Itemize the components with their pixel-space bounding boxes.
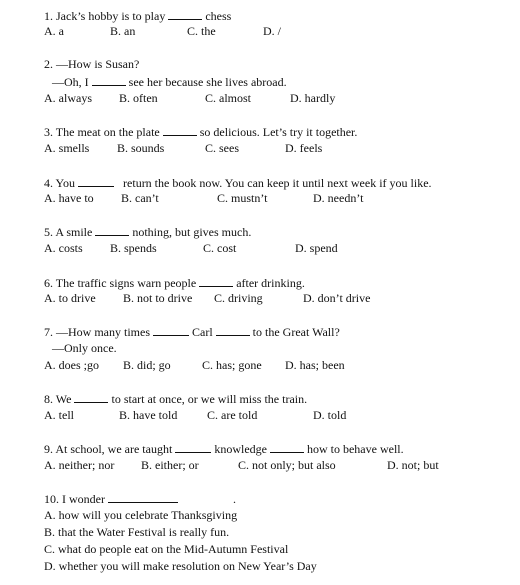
q1-option-c[interactable]: C. the — [187, 24, 216, 38]
answer-blank[interactable] — [108, 491, 178, 503]
answer-blank[interactable] — [78, 175, 114, 187]
q1-option-d[interactable]: D. / — [263, 24, 281, 38]
answer-blank[interactable] — [216, 324, 250, 336]
q3-option-c[interactable]: C. sees — [205, 141, 239, 155]
q6-option-c[interactable]: C. driving — [214, 291, 263, 305]
question-2-line2: —Oh, I see her because she lives abroad. — [52, 75, 287, 89]
q7-option-c[interactable]: C. has; gone — [202, 358, 262, 372]
q9-option-c[interactable]: C. not only; but also — [238, 458, 336, 472]
q2-option-d[interactable]: D. hardly — [290, 91, 336, 105]
question-10-stem: 10. I wonder . — [44, 492, 236, 506]
q10-option-b[interactable]: B. that the Water Festival is really fun. — [44, 525, 230, 539]
q2-option-c[interactable]: C. almost — [205, 91, 252, 105]
q4-option-d[interactable]: D. needn’t — [313, 191, 364, 205]
question-3-stem: 3. The meat on the plate so delicious. Let’s try it together. — [44, 125, 358, 139]
question-7-line2: —Only once. — [52, 341, 117, 355]
q4-option-c[interactable]: C. mustn’t — [217, 191, 268, 205]
q4-option-a[interactable]: A. have to — [44, 191, 94, 205]
answer-blank[interactable] — [199, 275, 233, 287]
question-9-stem: 9. At school, we are taught knowledge how to behave well. — [44, 442, 404, 456]
answer-blank[interactable] — [74, 391, 108, 403]
question-5-stem: 5. A smile nothing, but gives much. — [44, 225, 252, 239]
answer-blank[interactable] — [270, 441, 304, 453]
question-2-stem: 2. —How is Susan? — [44, 57, 140, 71]
answer-blank[interactable] — [153, 324, 189, 336]
q7-option-b[interactable]: B. did; go — [123, 358, 171, 372]
q5-option-c[interactable]: C. cost — [203, 241, 237, 255]
q2-option-b[interactable]: B. often — [119, 91, 158, 105]
question-8-stem: 8. We to start at once, or we will miss the train. — [44, 392, 308, 406]
q4-option-b[interactable]: B. can’t — [121, 191, 159, 205]
q6-option-b[interactable]: B. not to drive — [123, 291, 193, 305]
q10-option-c[interactable]: C. what do people eat on the Mid-Autumn Festival — [44, 542, 289, 556]
q5-option-a[interactable]: A. costs — [44, 241, 83, 255]
answer-blank[interactable] — [92, 74, 126, 86]
q10-option-d[interactable]: D. whether you will make resolution on New Year’s Day — [44, 559, 317, 573]
q1-option-b[interactable]: B. an — [110, 24, 136, 38]
q3-option-b[interactable]: B. sounds — [117, 141, 165, 155]
q7-option-a[interactable]: A. does ;go — [44, 358, 99, 372]
q9-option-b[interactable]: B. either; or — [141, 458, 199, 472]
answer-blank[interactable] — [168, 8, 202, 20]
q10-option-a[interactable]: A. how will you celebrate Thanksgiving — [44, 508, 238, 522]
q9-option-a[interactable]: A. neither; nor — [44, 458, 115, 472]
q3-option-a[interactable]: A. smells — [44, 141, 90, 155]
answer-blank[interactable] — [95, 224, 129, 236]
q8-option-b[interactable]: B. have told — [119, 408, 178, 422]
question-7-stem: 7. —How many times Carl to the Great Wall? — [44, 325, 340, 339]
question-4-stem: 4. You return the book now. You can keep it until next week if you like. — [44, 176, 432, 190]
q2-option-a[interactable]: A. always — [44, 91, 92, 105]
q7-option-d[interactable]: D. has; been — [285, 358, 345, 372]
question-6-stem: 6. The traffic signs warn people after drinking. — [44, 276, 305, 290]
q3-option-d[interactable]: D. feels — [285, 141, 323, 155]
answer-blank[interactable] — [163, 124, 197, 136]
q8-option-d[interactable]: D. told — [313, 408, 347, 422]
q6-option-a[interactable]: A. to drive — [44, 291, 96, 305]
q9-option-d[interactable]: D. not; but — [387, 458, 439, 472]
q8-option-c[interactable]: C. are told — [207, 408, 258, 422]
answer-blank[interactable] — [175, 441, 211, 453]
q5-option-b[interactable]: B. spends — [110, 241, 157, 255]
q6-option-d[interactable]: D. don’t drive — [303, 291, 371, 305]
q8-option-a[interactable]: A. tell — [44, 408, 74, 422]
q5-option-d[interactable]: D. spend — [295, 241, 338, 255]
question-1-stem: 1. Jack’s hobby is to play chess — [44, 9, 232, 23]
q1-option-a[interactable]: A. a — [44, 24, 64, 38]
